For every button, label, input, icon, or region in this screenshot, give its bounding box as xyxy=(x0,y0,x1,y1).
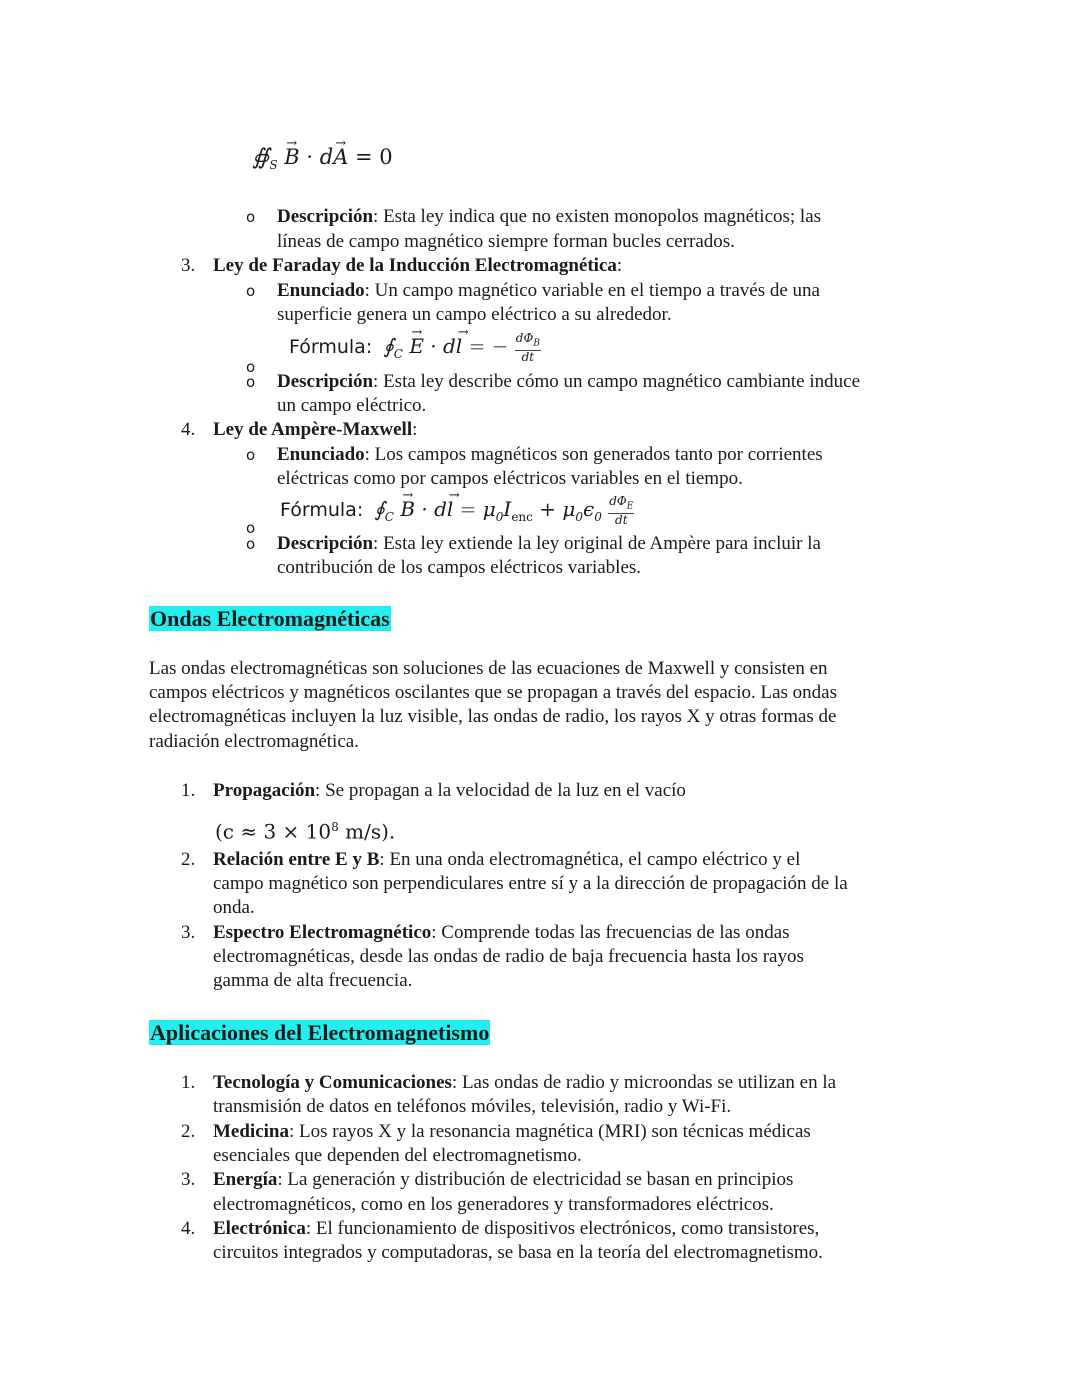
ondas-item-propagacion: Propagación: Se propagan a la velocidad de la luz en el vacío xyxy=(213,780,686,801)
gauss-descripcion-line-2: líneas de campo magnético siempre forman bucles cerrados. xyxy=(277,231,735,252)
aplicaciones-item-line: circuitos integrados y computadoras, se basa en la teoría del electromagnetismo. xyxy=(213,1242,823,1263)
ampere-enunciado-line-1: Enunciado: Los campos magnéticos son generados tanto por corrientes xyxy=(277,444,823,465)
aplicaciones-item-line: esenciales que dependen del electromagnetismo. xyxy=(213,1145,582,1166)
list-number: 3. xyxy=(181,922,196,943)
ondas-paragraph-line: campos eléctricos y magnéticos oscilantes que se propagan a través del espacio. Las ondas xyxy=(149,682,837,703)
ondas-item-espectro-line: gamma de alta frecuencia. xyxy=(213,970,413,991)
ondas-heading: Ondas Electromagnéticas xyxy=(150,606,390,631)
list-number: 1. xyxy=(181,780,196,801)
aplicaciones-item-energia: Energía: La generación y distribución de electricidad se basan en principios xyxy=(213,1169,794,1190)
bullet: o xyxy=(246,282,256,300)
aplicaciones-heading: Aplicaciones del Electromagnetismo xyxy=(150,1020,490,1045)
bullet: o xyxy=(246,519,256,537)
ampere-title: Ley de Ampère-Maxwell: xyxy=(213,419,418,440)
list-number: 2. xyxy=(181,849,196,870)
bullet: o xyxy=(246,358,256,376)
ondas-item-relacion-line: onda. xyxy=(213,897,255,918)
list-number: 2. xyxy=(181,1121,196,1142)
aplicaciones-item-line: transmisión de datos en teléfonos móviles, televisión, radio y Wi-Fi. xyxy=(213,1096,732,1117)
speed-of-light-formula: ($c \approx 3 \times 10^8$ m/s). xyxy=(215,819,396,844)
aplicaciones-item-medicina: Medicina: Los rayos X y la resonancia magnética (MRI) son técnicas médicas xyxy=(213,1121,811,1142)
faraday-descripcion-line-1: Descripción: Esta ley describe cómo un campo magnético cambiante induce xyxy=(277,371,861,392)
faraday-enunciado-line-2: superficie genera un campo eléctrico a su alrededor. xyxy=(277,304,672,325)
ampere-formula: Fórmula: $∮_C \to B \cdot d\to l = \mu_0I_{enc} + \mu_0\epsilon_0$ $\frac{d\Phi_E}{dt}$ xyxy=(280,495,634,531)
ondas-item-relacion-line: campo magnético son perpendiculares entre sí y a la dirección de propagación de la xyxy=(213,873,848,894)
ondas-item-espectro-line: electromagnéticas, desde las ondas de radio de baja frecuencia hasta los rayos xyxy=(213,946,804,967)
bullet: o xyxy=(246,208,256,226)
list-number: 3. xyxy=(181,1169,196,1190)
ampere-descripcion-line-2: contribución de los campos eléctricos variables. xyxy=(277,557,642,578)
aplicaciones-item-line: electromagnéticos, como en los generadores y transformadores eléctricos. xyxy=(213,1194,774,1215)
ampere-descripcion-line-1: Descripción: Esta ley extiende la ley original de Ampère para incluir la xyxy=(277,533,821,554)
ondas-paragraph-line: electromagnéticas incluyen la luz visible, las ondas de radio, los rayos X y otras formas de xyxy=(149,706,837,727)
ampere-enunciado-line-2: eléctricas como por campos eléctricos variables en el tiempo. xyxy=(277,468,743,489)
list-number: 1. xyxy=(181,1072,196,1093)
aplicaciones-item-electronica: Electrónica: El funcionamiento de dispositivos electrónicos, como transistores, xyxy=(213,1218,820,1239)
bullet: o xyxy=(246,373,256,391)
ondas-paragraph-line: Las ondas electromagnéticas son soluciones de las ecuaciones de Maxwell y consisten en xyxy=(149,658,828,679)
list-number: 4. xyxy=(181,1218,196,1239)
faraday-enunciado-line-1: Enunciado: Un campo magnético variable en el tiempo a través de una xyxy=(277,280,820,301)
faraday-title: Ley de Faraday de la Inducción Electromagnética: xyxy=(213,255,623,276)
gauss-magnetism-formula: $∯_S \to B \cdot d\to A = 0$ xyxy=(252,143,393,179)
bullet: o xyxy=(246,446,256,464)
aplicaciones-item-tecnologia: Tecnología y Comunicaciones: Las ondas de radio y microondas se utilizan en la xyxy=(213,1072,837,1093)
ondas-item-relacion: Relación entre E y B: En una onda electromagnética, el campo eléctrico y el xyxy=(213,849,801,870)
list-number: 3. xyxy=(181,255,196,276)
ondas-paragraph-line: radiación electromagnética. xyxy=(149,731,359,752)
gauss-descripcion-line-1: Descripción: Esta ley indica que no existen monopolos magnéticos; las xyxy=(277,206,822,227)
ondas-item-espectro: Espectro Electromagnético: Comprende todas las frecuencias de las ondas xyxy=(213,922,790,943)
descripcion-label: Descripción xyxy=(277,206,374,227)
bullet: o xyxy=(246,535,256,553)
list-number: 4. xyxy=(181,419,196,440)
faraday-descripcion-line-2: un campo eléctrico. xyxy=(277,395,427,416)
faraday-formula: Fórmula: $∮_C \to E \cdot d\to l$ = − $\frac{d\Phi_B}{dt}$ xyxy=(289,332,541,368)
